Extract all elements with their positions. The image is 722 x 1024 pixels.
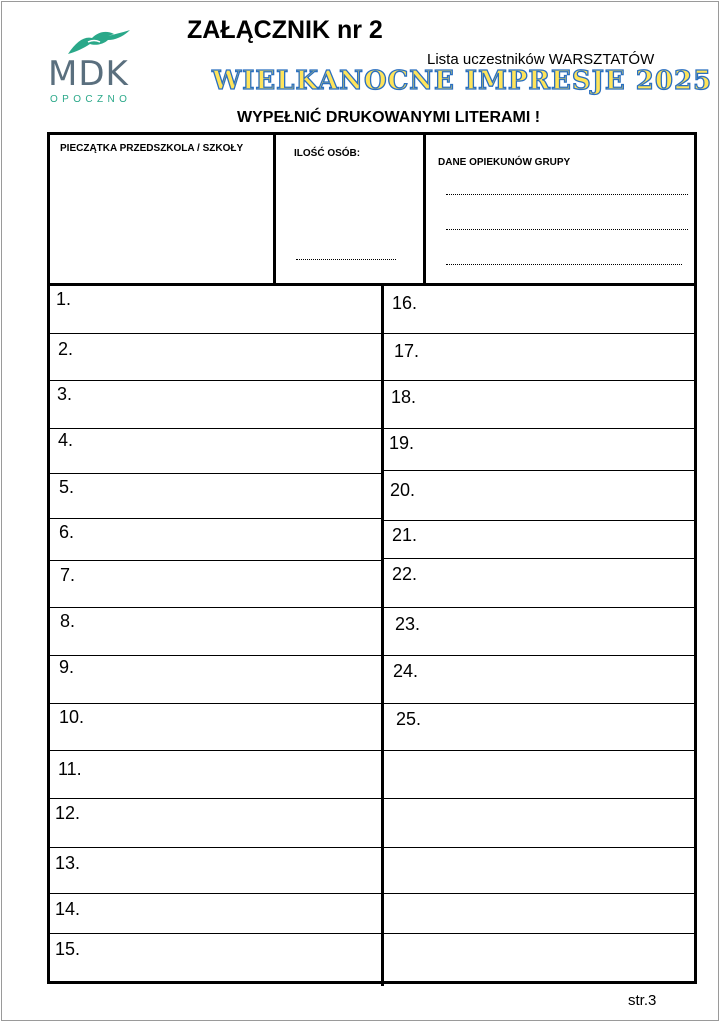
participant-count-label: ILOŚĆ OSÓB: [294,148,361,159]
participant-number: 2. [58,339,74,359]
document-title: ZAŁĄCZNIK nr 2 [187,16,383,44]
participant-number: 1. [56,289,72,309]
event-title: WIELKANOCNE IMPRESJE 2025 [212,66,713,96]
participant-number: 22. [392,564,418,584]
participant-form [47,132,697,984]
participant-number: 14. [55,899,81,919]
participant-number: 25. [396,709,422,729]
row-separator [384,558,694,559]
row-separator [50,933,381,934]
row-separator [384,655,694,656]
row-separator [50,703,381,704]
row-separator [384,333,694,334]
participant-number: 17. [394,341,420,361]
participant-number: 8. [60,611,76,631]
row-separator [384,380,694,381]
row-separator [384,470,694,471]
participant-number: 11. [58,759,82,779]
participant-number: 20. [390,480,416,500]
participant-number: 21. [392,525,418,545]
row-separator [50,380,381,381]
participant-number: 10. [59,707,85,727]
row-separator [384,703,694,704]
participant-number: 6. [59,522,75,542]
row-separator [50,560,381,561]
participant-number: 18. [391,387,417,407]
participant-number: 16. [392,293,418,313]
count-dotted-line [296,259,396,260]
school-stamp-label: PIECZĄTKA PRZEDSZKOLA / SZKOŁY [60,143,244,154]
guardians-label: DANE OPIEKUNÓW GRUPY [438,157,571,168]
participant-count-field[interactable] [276,135,426,283]
participant-number: 4. [58,430,74,450]
school-stamp-field[interactable] [50,135,276,283]
row-separator [384,798,694,799]
participant-number: 23. [395,614,421,634]
row-separator [50,798,381,799]
row-separator [384,520,694,521]
participant-number: 24. [393,661,419,681]
fill-instruction: WYPEŁNIĆ DRUKOWANYMI LITERAMI ! [237,109,541,126]
column-divider [381,286,384,986]
row-separator [384,893,694,894]
pegasus-icon [66,28,132,56]
participant-number: 7. [60,565,76,585]
guardians-field[interactable] [426,135,694,283]
row-separator [50,428,381,429]
row-separator [50,333,381,334]
participant-number: 19. [389,433,415,453]
guardian-line-2 [446,229,688,230]
row-separator [384,428,694,429]
guardian-line-1 [446,194,688,195]
participant-number: 15. [55,939,81,959]
page-number: str.3 [628,992,657,1009]
row-separator [50,473,381,474]
row-separator [50,847,381,848]
row-separator [384,750,694,751]
row-separator [384,607,694,608]
logo-city: OPOCZNO [50,94,132,105]
document-subtitle: Lista uczestników WARSZTATÓW [427,51,655,68]
row-separator [50,655,381,656]
logo-name: MDK [48,54,129,94]
row-separator [50,518,381,519]
participant-number: 12. [55,803,81,823]
participant-number: 5. [59,477,75,497]
guardian-line-3 [446,264,682,265]
row-separator [384,933,694,934]
participant-number: 3. [57,384,73,404]
participant-number: 13. [55,853,81,873]
row-separator [384,847,694,848]
header-divider [50,283,694,286]
participant-number: 9. [59,657,75,677]
mdk-logo [48,28,148,108]
row-separator [50,607,381,608]
row-separator [50,750,381,751]
row-separator [50,893,381,894]
